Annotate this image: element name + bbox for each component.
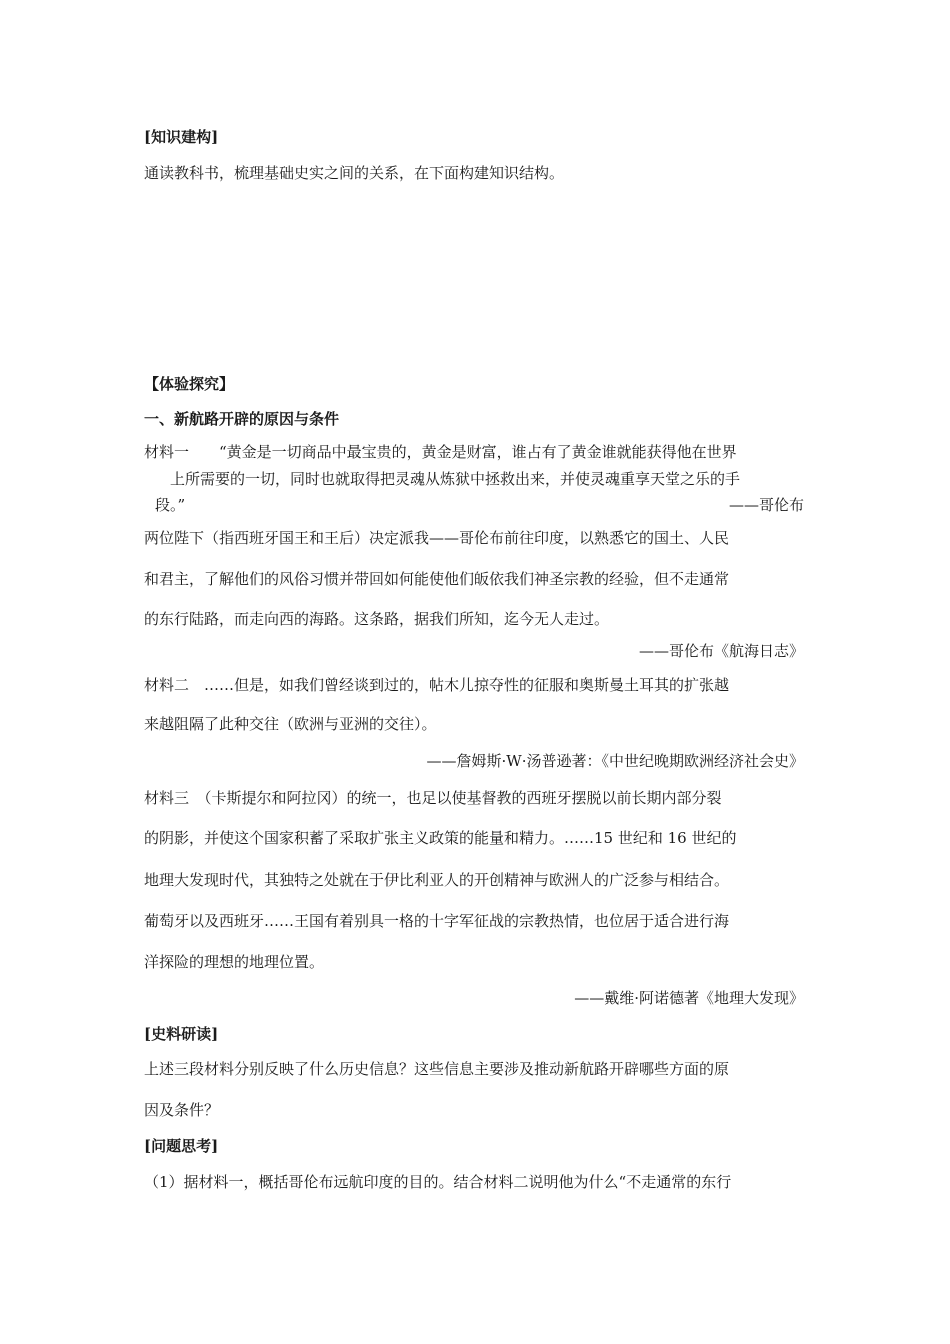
material3-source: ——戴维·阿诺德著《地理大发现》 [574,989,804,1007]
material1-line1: 材料一 “黄金是一切商品中最宝贵的，黄金是财富，谁占有了黄金谁就能获得他在世界 [144,443,737,461]
material3-line2: 的阴影，并使这个国家积蓄了采取扩张主义政策的能量和精力。……15 世纪和 16 世纪的 [144,829,737,847]
material1-para-line3: 的东行陆路，而走向西的海路。这条路，据我们所知，迄今无人走过。 [144,610,610,628]
material2-source: ——詹姆斯·W·汤普逊著：《中世纪晚期欧洲经济社会史》 [426,752,804,770]
thinking-heading: [问题思考] [144,1137,219,1155]
reading-line1: 上述三段材料分别反映了什么历史信息？这些信息主要涉及推动新航路开辟哪些方面的原 [144,1060,730,1078]
material3-line5: 洋探险的理想的地理位置。 [144,953,325,971]
material3-line4: 葡萄牙以及西班牙……王国有着别具一格的十字军征战的宗教热情，也位居于适合进行海 [144,912,730,930]
knowledge-instruction: 通读教科书，梳理基础史实之间的关系，在下面构建知识结构。 [144,164,565,182]
material3-line1: 材料三 （卡斯提尔和阿拉冈）的统一，也足以使基督教的西班牙摆脱以前长期内部分裂 [144,789,722,807]
material1-line3: 段。” [155,496,186,514]
material2-line1: 材料二 ……但是，如我们曾经谈到过的，帖木儿掠夺性的征服和奥斯曼土耳其的扩张越 [144,676,730,694]
material3-line3: 地理大发现时代，其独特之处就在于伊比利亚人的开创精神与欧洲人的广泛参与相结合。 [144,871,730,889]
thinking-question1: （1）据材料一，概括哥伦布远航印度的目的。结合材料二说明他为什么“不走通常的东行 [144,1173,732,1191]
material1-source1: ——哥伦布 [728,496,804,514]
material1-line2: 上所需要的一切，同时也就取得把灵魂从炼狱中拯救出来，并使灵魂重享天堂之乐的手 [170,470,741,488]
knowledge-heading: [知识建构] [144,128,219,146]
material1-para-line2: 和君主，了解他们的风俗习惯并带回如何能使他们皈依我们神圣宗教的经验，但不走通常 [144,570,730,588]
explore-heading: 【体验探究】 [144,375,235,393]
reading-heading: [史料研读] [144,1025,219,1043]
reading-line2: 因及条件？ [144,1101,220,1119]
explore-subheading: 一、新航路开辟的原因与条件 [144,410,340,428]
material1-para-line1: 两位陛下（指西班牙国王和王后）决定派我——哥伦布前往印度，以熟悉它的国土、人民 [144,529,730,547]
material2-line2: 来越阻隔了此种交往（欧洲与亚洲的交往）。 [144,715,437,733]
material1-source2: ——哥伦布《航海日志》 [638,642,804,660]
